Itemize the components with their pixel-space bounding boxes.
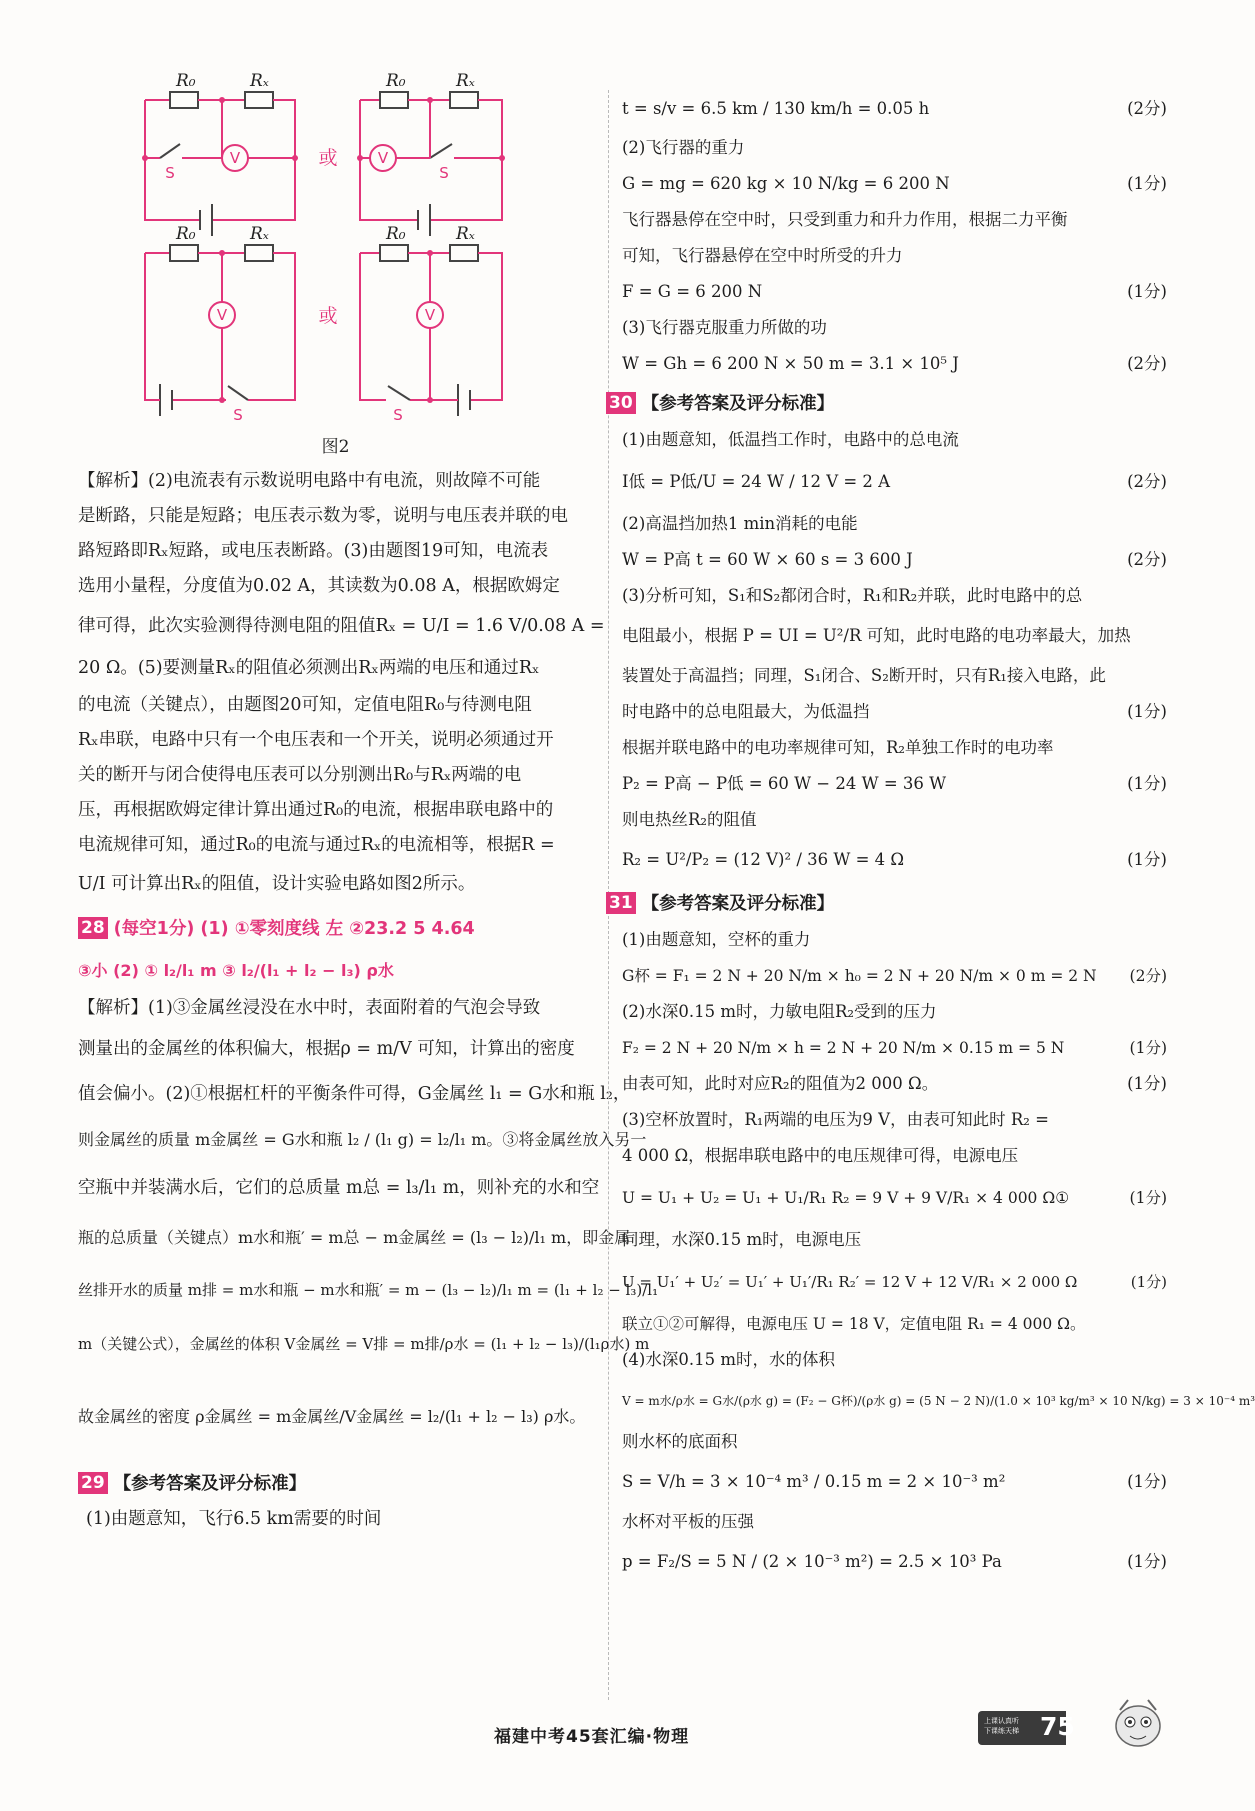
solution-line: F₂ = 2 N + 20 N/m × h = 2 N + 20 N/m × 0.15 m = 5 N [622,1039,1065,1057]
analysis-line: Rₓ串联，电路中只有一个电压表和一个开关，说明必须通过开 [78,730,554,750]
solution-line: U = U₁′ + U₂′ = U₁′ + U₁′/R₁ R₂′ = 12 V + 12 V/R₁ × 2 000 Ω [622,1273,1078,1291]
analysis-line: 20 Ω。(5)要测量Rₓ的阻值必须测出Rₓ两端的电压和通过Rₓ [78,658,540,678]
q28-answer-line2: ③小 (2) ① l₂/l₁ m ③ l₂/(l₁ + l₂ − l₃) ρ水 [78,961,394,980]
analysis-line: 路短路即Rₓ短路，或电压表断路。(3)由题图19可知，电流表 [78,541,549,561]
analysis-line: 压，再根据欧姆定律计算出通过R₀的电流，根据串联电路中的 [78,800,554,820]
label-r0-a: R₀ [176,71,196,91]
solution-line: 由表可知，此时对应R₂的阻值为2 000 Ω。 [622,1074,939,1093]
solution-line: U = U₁ + U₂ = U₁ + U₁/R₁ R₂ = 9 V + 9 V/R₁ × 4 000 Ω① [622,1189,1070,1207]
solution-line: (1)由题意知，低温挡工作时，电路中的总电流 [622,430,959,449]
score: (1分) [1127,850,1167,869]
analysis-27 [78,464,605,905]
q28-number: 28 [78,917,108,939]
solution-line: F = G = 6 200 N [622,282,763,301]
score: (1分) [1127,702,1167,721]
solution-line: 装置处于高温挡；同理，S₁闭合、S₂断开时，只有R₁接入电路，此 [622,666,1106,685]
q31-title: 【参考答案及评分标准】 [641,894,835,914]
solution-line: 水杯对平板的压强 [622,1512,754,1531]
solution-line: 可知，飞行器悬停在空中时所受的升力 [622,246,903,265]
analysis-line: 律可得，此次实验测得待测电阻的阻值Rₓ = U/I = 1.6 V/0.08 A = [78,616,605,636]
solution-line: 则水杯的底面积 [622,1432,738,1451]
footer-motto-line1: 上课认真听 [984,1717,1019,1725]
score: (1分) [1129,1039,1167,1057]
analysis-line: 的电流（关键点），由题图20可知，定值电阻R₀与待测电阻 [78,695,532,715]
label-rx-b: Rₓ [456,71,475,91]
label-r0-d: R₀ [386,224,406,244]
score: (1分) [1129,1189,1167,1207]
solution-line: p = F₂/S = 5 N / (2 × 10⁻³ m²) = 2.5 × 10³ Pa [622,1552,1002,1571]
voltmeter-c: V [216,306,228,324]
score: (1分) [1127,282,1167,301]
analysis-line: m（关键公式），金属丝的体积 V金属丝 = V排 = m排/ρ水 = (l₁ + l₂ − l₃)/(l₁ρ水) m [78,1335,650,1353]
solution-line: R₂ = U²/P₂ = (12 V)² / 36 W = 4 Ω [622,850,905,869]
or-label-top: 或 [318,147,338,169]
solution-line: t = s/v = 6.5 km / 130 km/h = 0.05 h (2分) [622,99,1167,118]
solution-line: 则电热丝R₂的阻值 [622,810,757,829]
solution-line: V = m水/ρ水 = G水/(ρ水 g) = (F₂ − G杯)/(ρ水 g) = (5 N − 2 N)/(1.0 × 10³ kg/m³ × 10 N/kg) = 3 × 10⁻⁴ m³ [622,1394,1255,1408]
right-column [609,88,1255,1584]
label-r0-b: R₀ [386,71,406,91]
solution-line: (2)高温挡加热1 min消耗的电能 [622,514,858,533]
q30-solution [622,422,1167,882]
q29-title: 【参考答案及评分标准】 [113,1474,307,1494]
score: (1分) [1127,774,1167,793]
voltmeter-d: V [424,306,436,324]
score: (2分) [1129,967,1167,985]
q30-title: 【参考答案及评分标准】 [641,394,835,414]
score: (1分) [1127,174,1167,193]
analysis-line: U/I 可计算出Rₓ的阻值，设计实验电路如图2所示。 [78,874,476,894]
solution-line: 时电路中的总电阻最大，为低温挡 [622,702,870,721]
label-rx-c: Rₓ [250,224,269,244]
solution-line: 根据并联电路中的电功率规律可知，R₂单独工作时的电功率 [622,738,1054,757]
analysis-line: 空瓶中并装满水后，它们的总质量 m总 = l₃/l₁ m，则补充的水和空 [78,1178,600,1198]
solution-line: (2)飞行器的重力 [622,138,745,157]
q28-answer [78,911,593,947]
score: (2分) [1127,354,1167,373]
voltmeter-a: V [229,149,241,167]
solution-line: (2)水深0.15 m时，力敏电阻R₂受到的压力 [622,1002,937,1021]
switch-b: S [439,164,449,182]
solution-line: I低 = P低/U = 24 W / 12 V = 2 A [622,472,891,491]
solution-line: 联立①②可解得，电源电压 U = 18 V，定值电阻 R₁ = 4 000 Ω。 [622,1315,1086,1333]
analysis-line: 关的断开与闭合使得电压表可以分别测出R₀与Rₓ两端的电 [78,765,522,785]
switch-d: S [393,406,403,424]
page-number: 75 [1040,1712,1075,1741]
analysis-line: 电流规律可知，通过R₀的电流与通过Rₓ的电流相等，根据R = [78,835,555,855]
solution-line: (3)空杯放置时，R₁两端的电压为9 V，由表可知此时 R₂ = [622,1110,1049,1129]
q31-header [606,886,1167,922]
analysis-line: 测量出的金属丝的体积偏大，根据ρ = m/V 可知，计算出的密度 [78,1039,575,1059]
label-r0-c: R₀ [176,224,196,244]
score: (1分) [1127,1552,1167,1571]
footer-motto-line2: 下课练天梯 [984,1727,1019,1735]
solution-line: 同理，水深0.15 m时，电源电压 [622,1230,862,1249]
switch-c: S [233,406,243,424]
solution-line: G杯 = F₁ = 2 N + 20 N/m × h₀ = 2 N + 20 N/m × 0 m = 2 N [622,967,1097,985]
score: (2分) [1127,472,1167,491]
solution-line: S = V/h = 3 × 10⁻⁴ m³ / 0.15 m = 2 × 10⁻³ m² [622,1472,1006,1491]
label-rx-a: Rₓ [250,71,269,91]
score: (2分) [1127,550,1167,569]
solution-line: 电阻最小，根据 P = UI = U²/R 可知，此时电路的电功率最大，加热 [622,626,1131,645]
q31-number: 31 [606,892,636,914]
solution-line: P₂ = P高 − P低 = 60 W − 24 W = 36 W [622,774,947,793]
q30-number: 30 [606,392,636,414]
analysis-line: 【解析】(2)电流表有示数说明电路中有电流，则故障不可能 [78,471,541,491]
analysis-line: 【解析】(1)③金属丝浸没在水中时，表面附着的气泡会导致 [78,998,541,1018]
analysis-line: 是断路，只能是短路；电压表示数为零，说明与电压表并联的电 [78,506,568,526]
solution-line: 飞行器悬停在空中时，只受到重力和升力作用，根据二力平衡 [622,210,1068,229]
score: (1分) [1127,1472,1167,1491]
analysis-line: 瓶的总质量（关键点）m水和瓶′ = m总 − m金属丝 = (l₃ − l₂)/l₁ m，即金属 [78,1228,631,1247]
solution-line: W = Gh = 6 200 N × 50 m = 3.1 × 10⁵ J [622,354,959,373]
q30-header [606,386,1167,422]
score: (1分) [1130,1273,1167,1291]
switch-a: S [165,164,175,182]
mascot-icon [1108,1694,1168,1750]
figure-caption: 图2 [321,437,350,457]
score: (1分) [1127,1074,1167,1093]
footer-motto [984,1716,1019,1736]
analysis-line: 丝排开水的质量 m排 = m水和瓶 − m水和瓶′ = m − (l₃ − l₂)/l₁ m = (l₁ + l₂ − l₃)/l₁ [78,1281,659,1299]
solution-line: G = mg = 620 kg × 10 N/kg = 6 200 N [622,174,950,193]
analysis-line: 值会偏小。(2)①根据杠杆的平衡条件可得，G金属丝 l₁ = G水和瓶 l₂， [78,1084,631,1104]
analysis-line: 则金属丝的质量 m金属丝 = G水和瓶 l₂ / (l₁ g) = l₂/l₁ m。③将金属丝放入另一 [78,1130,647,1149]
analysis-line: 选用小量程，分度值为0.02 A，其读数为0.08 A，根据欧姆定 [78,576,560,596]
analysis-28 [78,991,659,1462]
solution-line: (3)分析可知，S₁和S₂都闭合时，R₁和R₂并联，此时电路中的总 [622,586,1083,605]
q28-answer-line1: (每空1分) (1) ①零刻度线 左 ②23.2 5 4.64 [113,919,475,939]
solution-line: (4)水深0.15 m时，水的体积 [622,1350,836,1369]
solution-line: (3)飞行器克服重力所做的功 [622,318,827,337]
voltmeter-b: V [377,149,389,167]
solution-line: 4 000 Ω，根据串联电路中的电压规律可得，电源电压 [622,1146,1019,1165]
q29-number: 29 [78,1472,108,1494]
label-rx-d: Rₓ [456,224,475,244]
circuit-figure-2 [130,70,570,430]
footer-title: 福建中考45套汇编·物理 [494,1727,690,1747]
solution-line: (1)由题意知，空杯的重力 [622,930,811,949]
q31-solution [622,922,1255,1584]
solution-line: W = P高 t = 60 W × 60 s = 3 600 J [622,550,913,569]
or-label-bottom: 或 [318,305,338,327]
q29-line1: (1)由题意知，飞行6.5 km需要的时间 [86,1509,382,1529]
q29-continued [622,88,1167,382]
analysis-line: 故金属丝的密度 ρ金属丝 = m金属丝/V金属丝 = l₂/(l₁ + l₂ − l₃) ρ水。 [78,1407,586,1426]
q29-header [78,1466,593,1502]
